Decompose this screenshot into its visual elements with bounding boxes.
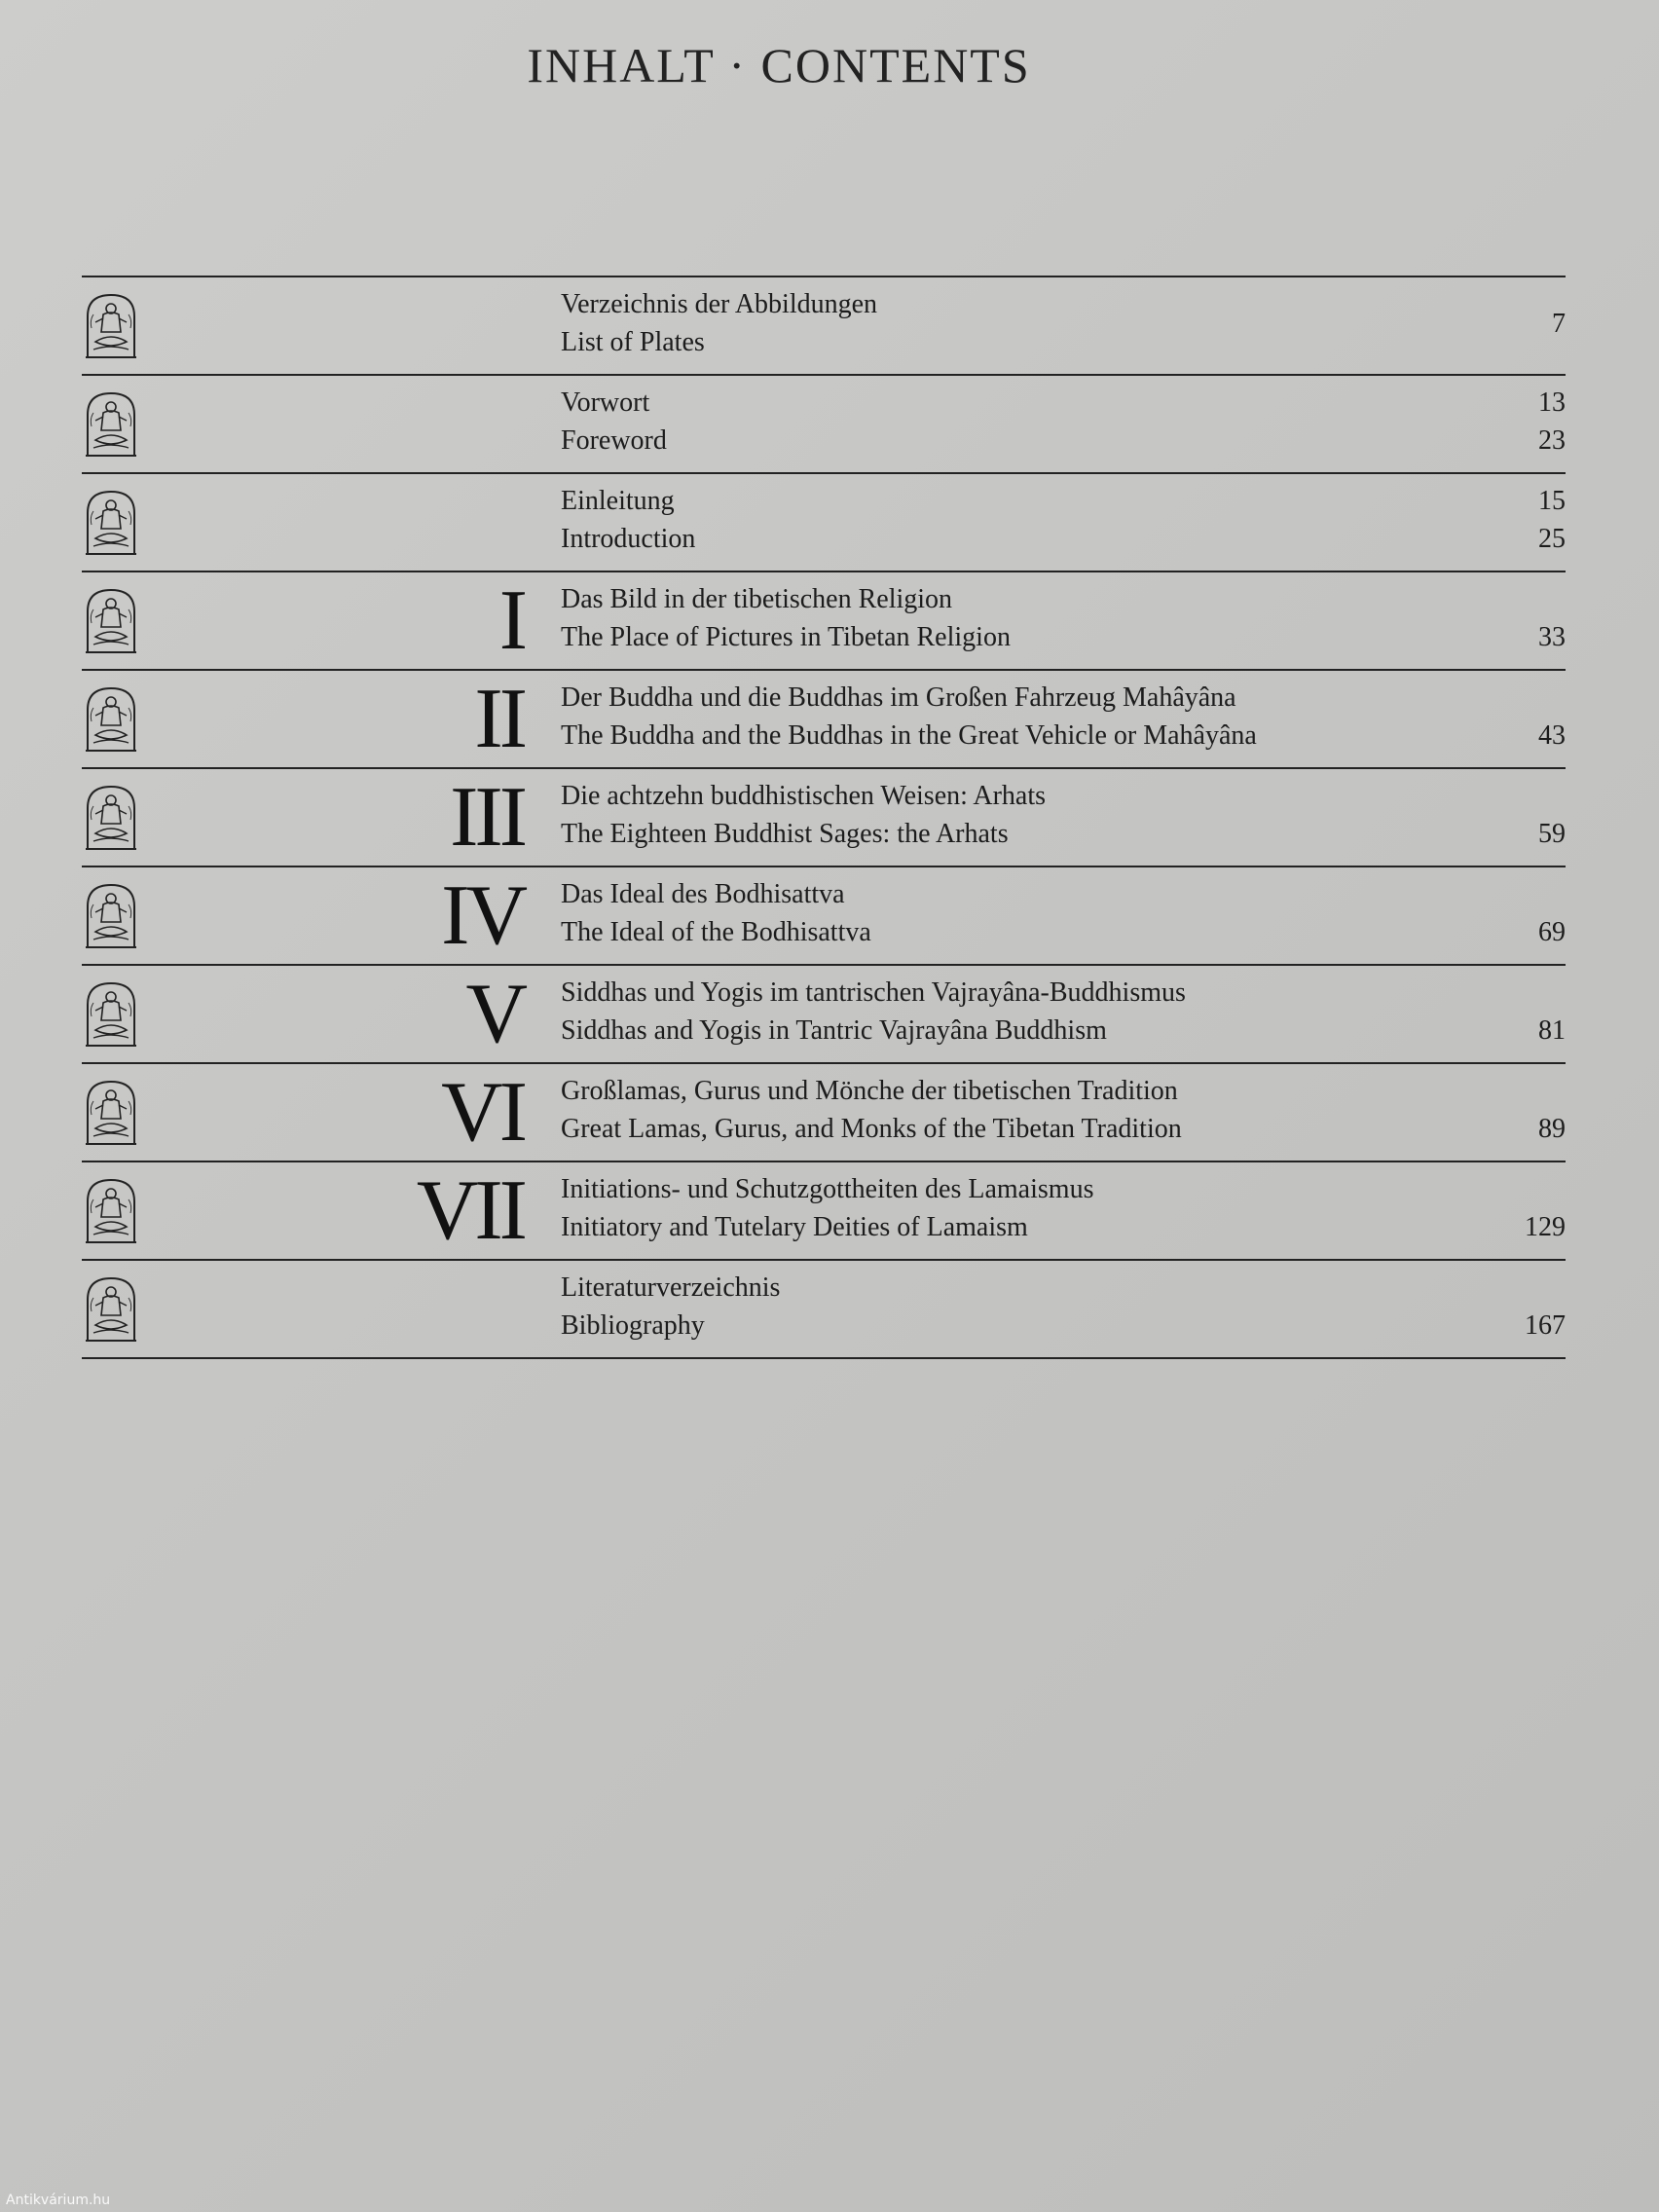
toc-entry: [82, 769, 1566, 867]
watermark: Antikvárium.hu: [6, 2193, 111, 2208]
deity-figure-icon: [84, 490, 138, 556]
entry-title-german: Einleitung: [561, 486, 675, 516]
page-number: 59: [1538, 819, 1566, 849]
deity-figure-icon: [84, 588, 138, 654]
entry-title-english: Siddhas and Yogis in Tantric Vajrayâna Buddhism: [561, 1015, 1107, 1046]
page-number: 7: [1552, 309, 1566, 339]
deity-figure-icon: [84, 883, 138, 949]
entry-title-german: Das Ideal des Bodhisattva: [561, 879, 845, 909]
entry-title-english: The Place of Pictures in Tibetan Religion: [561, 622, 1011, 652]
deity-figure-icon: [84, 1080, 138, 1146]
deity-figure-icon: [84, 391, 138, 458]
chapter-numeral: VI: [441, 1065, 524, 1160]
page-number: 43: [1538, 720, 1566, 751]
toc-entry: [82, 671, 1566, 769]
deity-figure-icon: [84, 686, 138, 753]
page-number: 89: [1538, 1114, 1566, 1144]
deity-figure-icon: [84, 1276, 138, 1343]
toc-entry: [82, 376, 1566, 474]
chapter-numeral: I: [498, 573, 524, 668]
deity-figure-icon: [84, 981, 138, 1048]
toc-entry: [82, 966, 1566, 1064]
entry-title-german: Literaturverzeichnis: [561, 1272, 781, 1303]
deity-figure-icon: [84, 293, 138, 359]
entry-title-german: Der Buddha und die Buddhas im Großen Fahrzeug Mahâyâna: [561, 682, 1236, 713]
entry-title-german: Vorwort: [561, 387, 650, 418]
chapter-numeral: VII: [416, 1163, 524, 1258]
toc-entry: [82, 1162, 1566, 1261]
entry-title-english: Great Lamas, Gurus, and Monks of the Tibetan Tradition: [561, 1114, 1182, 1144]
page-number: 33: [1538, 622, 1566, 652]
page-number-english: 25: [1538, 524, 1566, 554]
deity-figure-icon: [84, 1178, 138, 1244]
entry-title-english: The Eighteen Buddhist Sages: the Arhats: [561, 819, 1009, 849]
page-number: 129: [1525, 1212, 1566, 1242]
entry-title-german: Das Bild in der tibetischen Religion: [561, 584, 953, 614]
page-number: 167: [1525, 1310, 1566, 1341]
entry-title-german: Großlamas, Gurus und Mönche der tibetischen Tradition: [561, 1076, 1178, 1106]
toc-entry: [82, 572, 1566, 671]
page-number-german: 15: [1538, 486, 1566, 516]
page-number: 69: [1538, 917, 1566, 947]
chapter-numeral: II: [474, 672, 524, 766]
chapter-numeral: V: [465, 967, 524, 1061]
toc-entry: [82, 867, 1566, 966]
toc-entry: [82, 1064, 1566, 1162]
deity-figure-icon: [84, 785, 138, 851]
toc-entry: [82, 474, 1566, 572]
entry-title-english: The Buddha and the Buddhas in the Great Vehicle or Mahâyâna: [561, 720, 1257, 751]
entry-title-english: Initiatory and Tutelary Deities of Lamaism: [561, 1212, 1028, 1242]
page-title: INHALT · CONTENTS: [527, 38, 1031, 92]
chapter-numeral: III: [450, 770, 524, 865]
entry-title-english: The Ideal of the Bodhisattva: [561, 917, 871, 947]
entry-title-german: Verzeichnis der Abbildungen: [561, 289, 878, 319]
chapter-numeral: IV: [441, 868, 524, 963]
toc-entry: [82, 277, 1566, 376]
entry-title-german: Initiations- und Schutzgottheiten des Lamaismus: [561, 1174, 1094, 1204]
toc-entry: [82, 1261, 1566, 1359]
page-number-english: 23: [1538, 425, 1566, 456]
entry-title-english: List of Plates: [561, 327, 705, 357]
entry-title-english: Introduction: [561, 524, 696, 554]
entry-title-english: Foreword: [561, 425, 667, 456]
page-number-german: 13: [1538, 387, 1566, 418]
page-number: 81: [1538, 1015, 1566, 1046]
entry-title-english: Bibliography: [561, 1310, 705, 1341]
entry-title-german: Siddhas und Yogis im tantrischen Vajrayâna-Buddhismus: [561, 977, 1186, 1008]
entry-title-german: Die achtzehn buddhistischen Weisen: Arhats: [561, 781, 1046, 811]
table-of-contents: [82, 276, 1566, 1359]
